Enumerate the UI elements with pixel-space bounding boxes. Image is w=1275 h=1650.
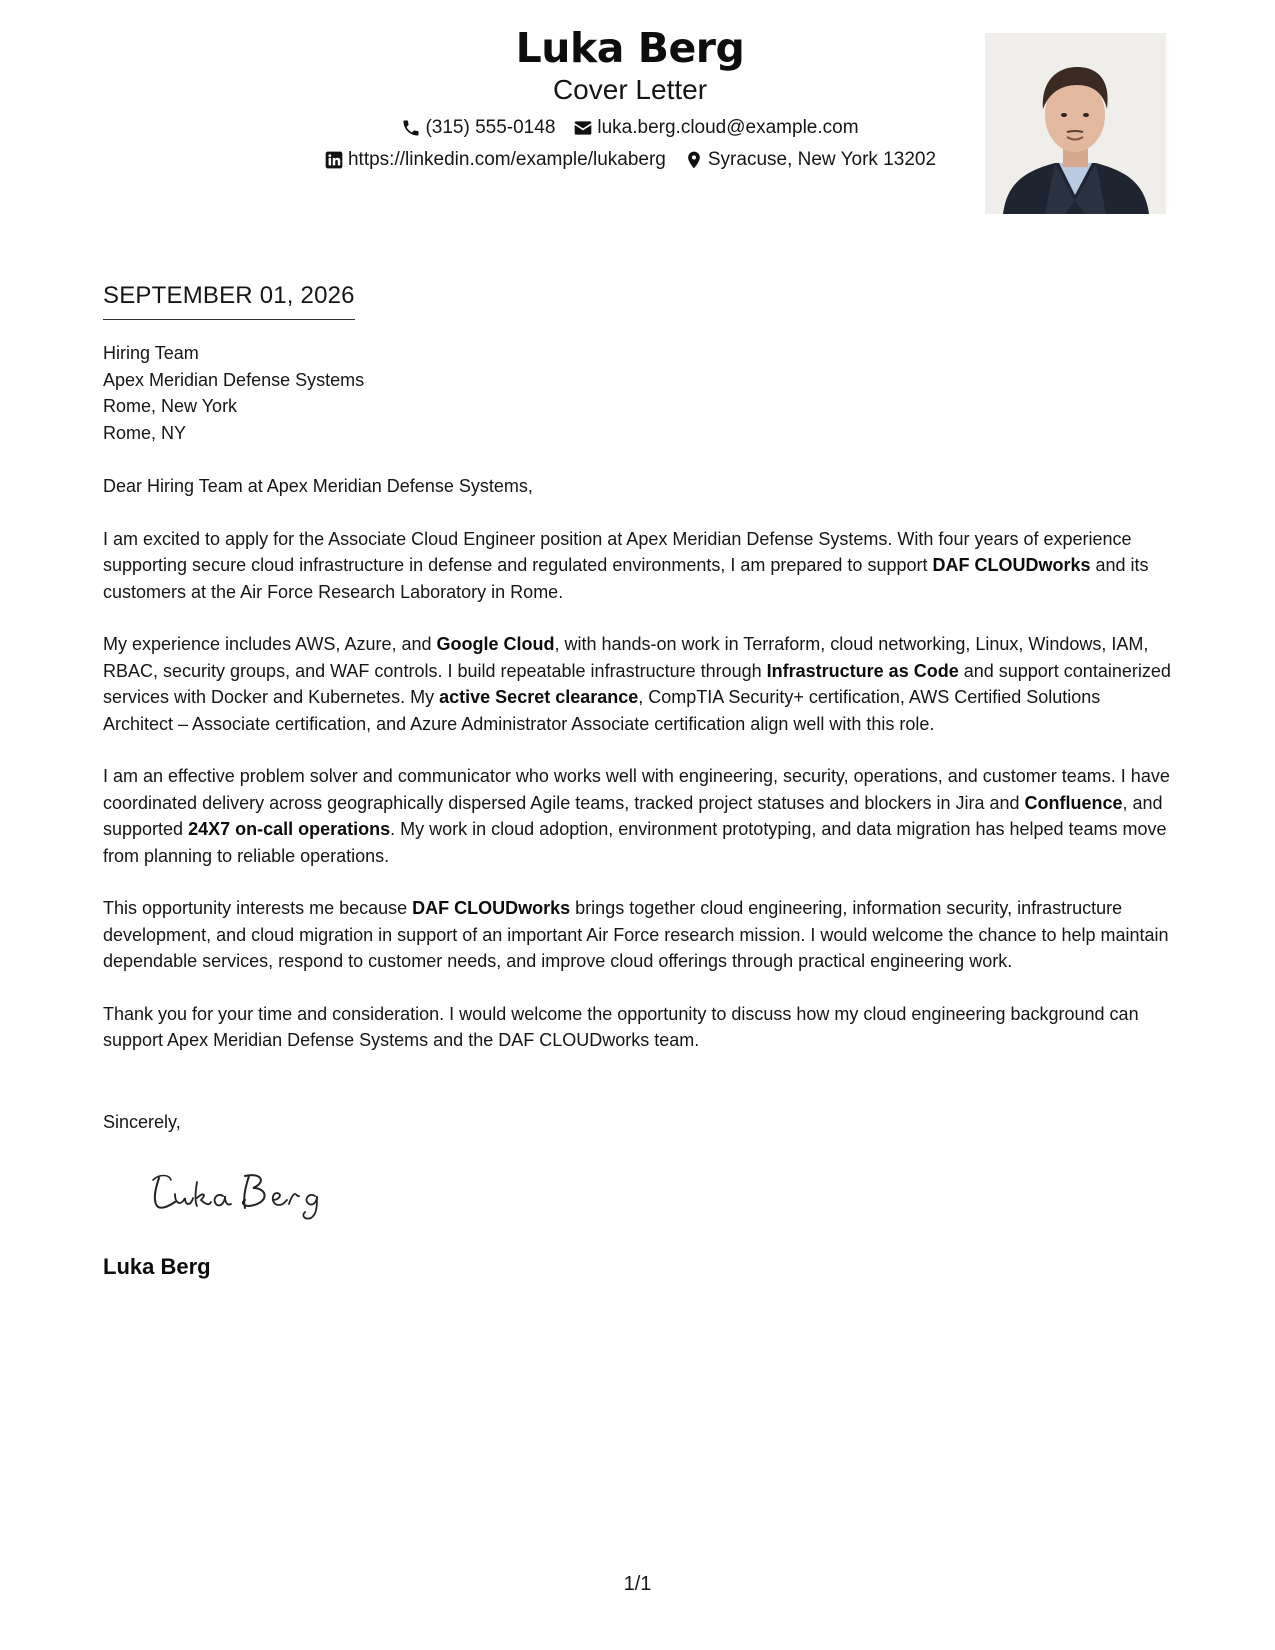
paragraph-3: I am an effective problem solver and communicator who works well with engineering, security, operations, and customer teams. I have coordinated delivery across geographically dispersed Agile teams, tracked project statuses and blockers in Jira and Confluence, and supported 24X7 on-call operations. My work in cloud adoption, environment prototyping, and data migration has helped teams move from planning to reliable operations. (103, 766, 1170, 866)
phone-number: (315) 555-0148 (425, 117, 556, 138)
profile-photo (985, 33, 1166, 214)
paragraph-4: This opportunity interests me because DAF CLOUDworks brings together cloud engineering, information security, infrastructure development, and cloud migration in support of an important Air Force research mission. I would welcome the chance to help maintain dependable services, respond to customer needs, and improve cloud offerings through practical engineering work. (103, 898, 1169, 971)
applicant-name: Luka Berg (515, 24, 745, 72)
letter-header (260, 22, 1000, 172)
location-text: Syracuse, New York 13202 (707, 149, 937, 170)
linkedin-contact[interactable] (324, 148, 666, 172)
recipient-line: Apex Meridian Defense Systems (103, 369, 365, 390)
phone-icon (401, 118, 421, 138)
paragraph-2: My experience includes AWS, Azure, and Google Cloud, with hands-on work in Terraform, cloud networking, Linux, Windows, IAM, RBAC, security groups, and WAF controls. I build repeatable infrastructure through Infrastructure as Code and support containerized services with Docker and Kubernetes. My active Secret clearance, CompTIA Security+ certification, AWS Certified Solutions Architect – Associate certification, and Azure Administrator Associate certification align well with this role. (103, 634, 1171, 734)
recipient-line: Rome, New York (103, 396, 238, 416)
envelope-icon (573, 118, 593, 138)
paragraph-1: I am excited to apply for the Associate Cloud Engineer position at Apex Meridian Defense Systems. With four years of experience supporting secure cloud infrastructure in defense and regulated environments, I am prepared to support DAF CLOUDworks and its customers at the Air Force Research Laboratory in Rome. (103, 528, 1149, 602)
page-number: 1/1 (623, 1573, 652, 1595)
salutation: Dear Hiring Team at Apex Meridian Defense Systems, (103, 476, 533, 496)
recipient-block (103, 340, 1173, 446)
document-title: Cover Letter (552, 74, 708, 105)
contact-line-1 (260, 116, 1000, 140)
closing: Sincerely, (103, 1112, 181, 1132)
linkedin-url[interactable]: https://linkedin.com/example/lukaberg (347, 149, 666, 170)
phone-contact (401, 116, 555, 140)
contact-line-2 (260, 148, 1000, 172)
email-contact[interactable] (573, 116, 858, 140)
handwritten-signature (145, 1160, 335, 1220)
letter-date: SEPTEMBER 01, 2026 (103, 281, 355, 320)
recipient-line: Hiring Team (103, 343, 199, 363)
linkedin-icon (324, 150, 344, 170)
recipient-line: Rome, NY (103, 422, 187, 443)
email-address[interactable]: luka.berg.cloud@example.com (597, 117, 859, 138)
paragraph-5: Thank you for your time and consideration. I would welcome the opportunity to discuss how my cloud engineering background can support Apex Meridian Defense Systems and the DAF CLOUDworks team. (103, 1003, 1139, 1050)
location-contact (684, 148, 936, 172)
map-pin-icon (684, 150, 704, 170)
signer-name: Luka Berg (103, 1254, 211, 1279)
letter-body (103, 340, 1173, 1054)
